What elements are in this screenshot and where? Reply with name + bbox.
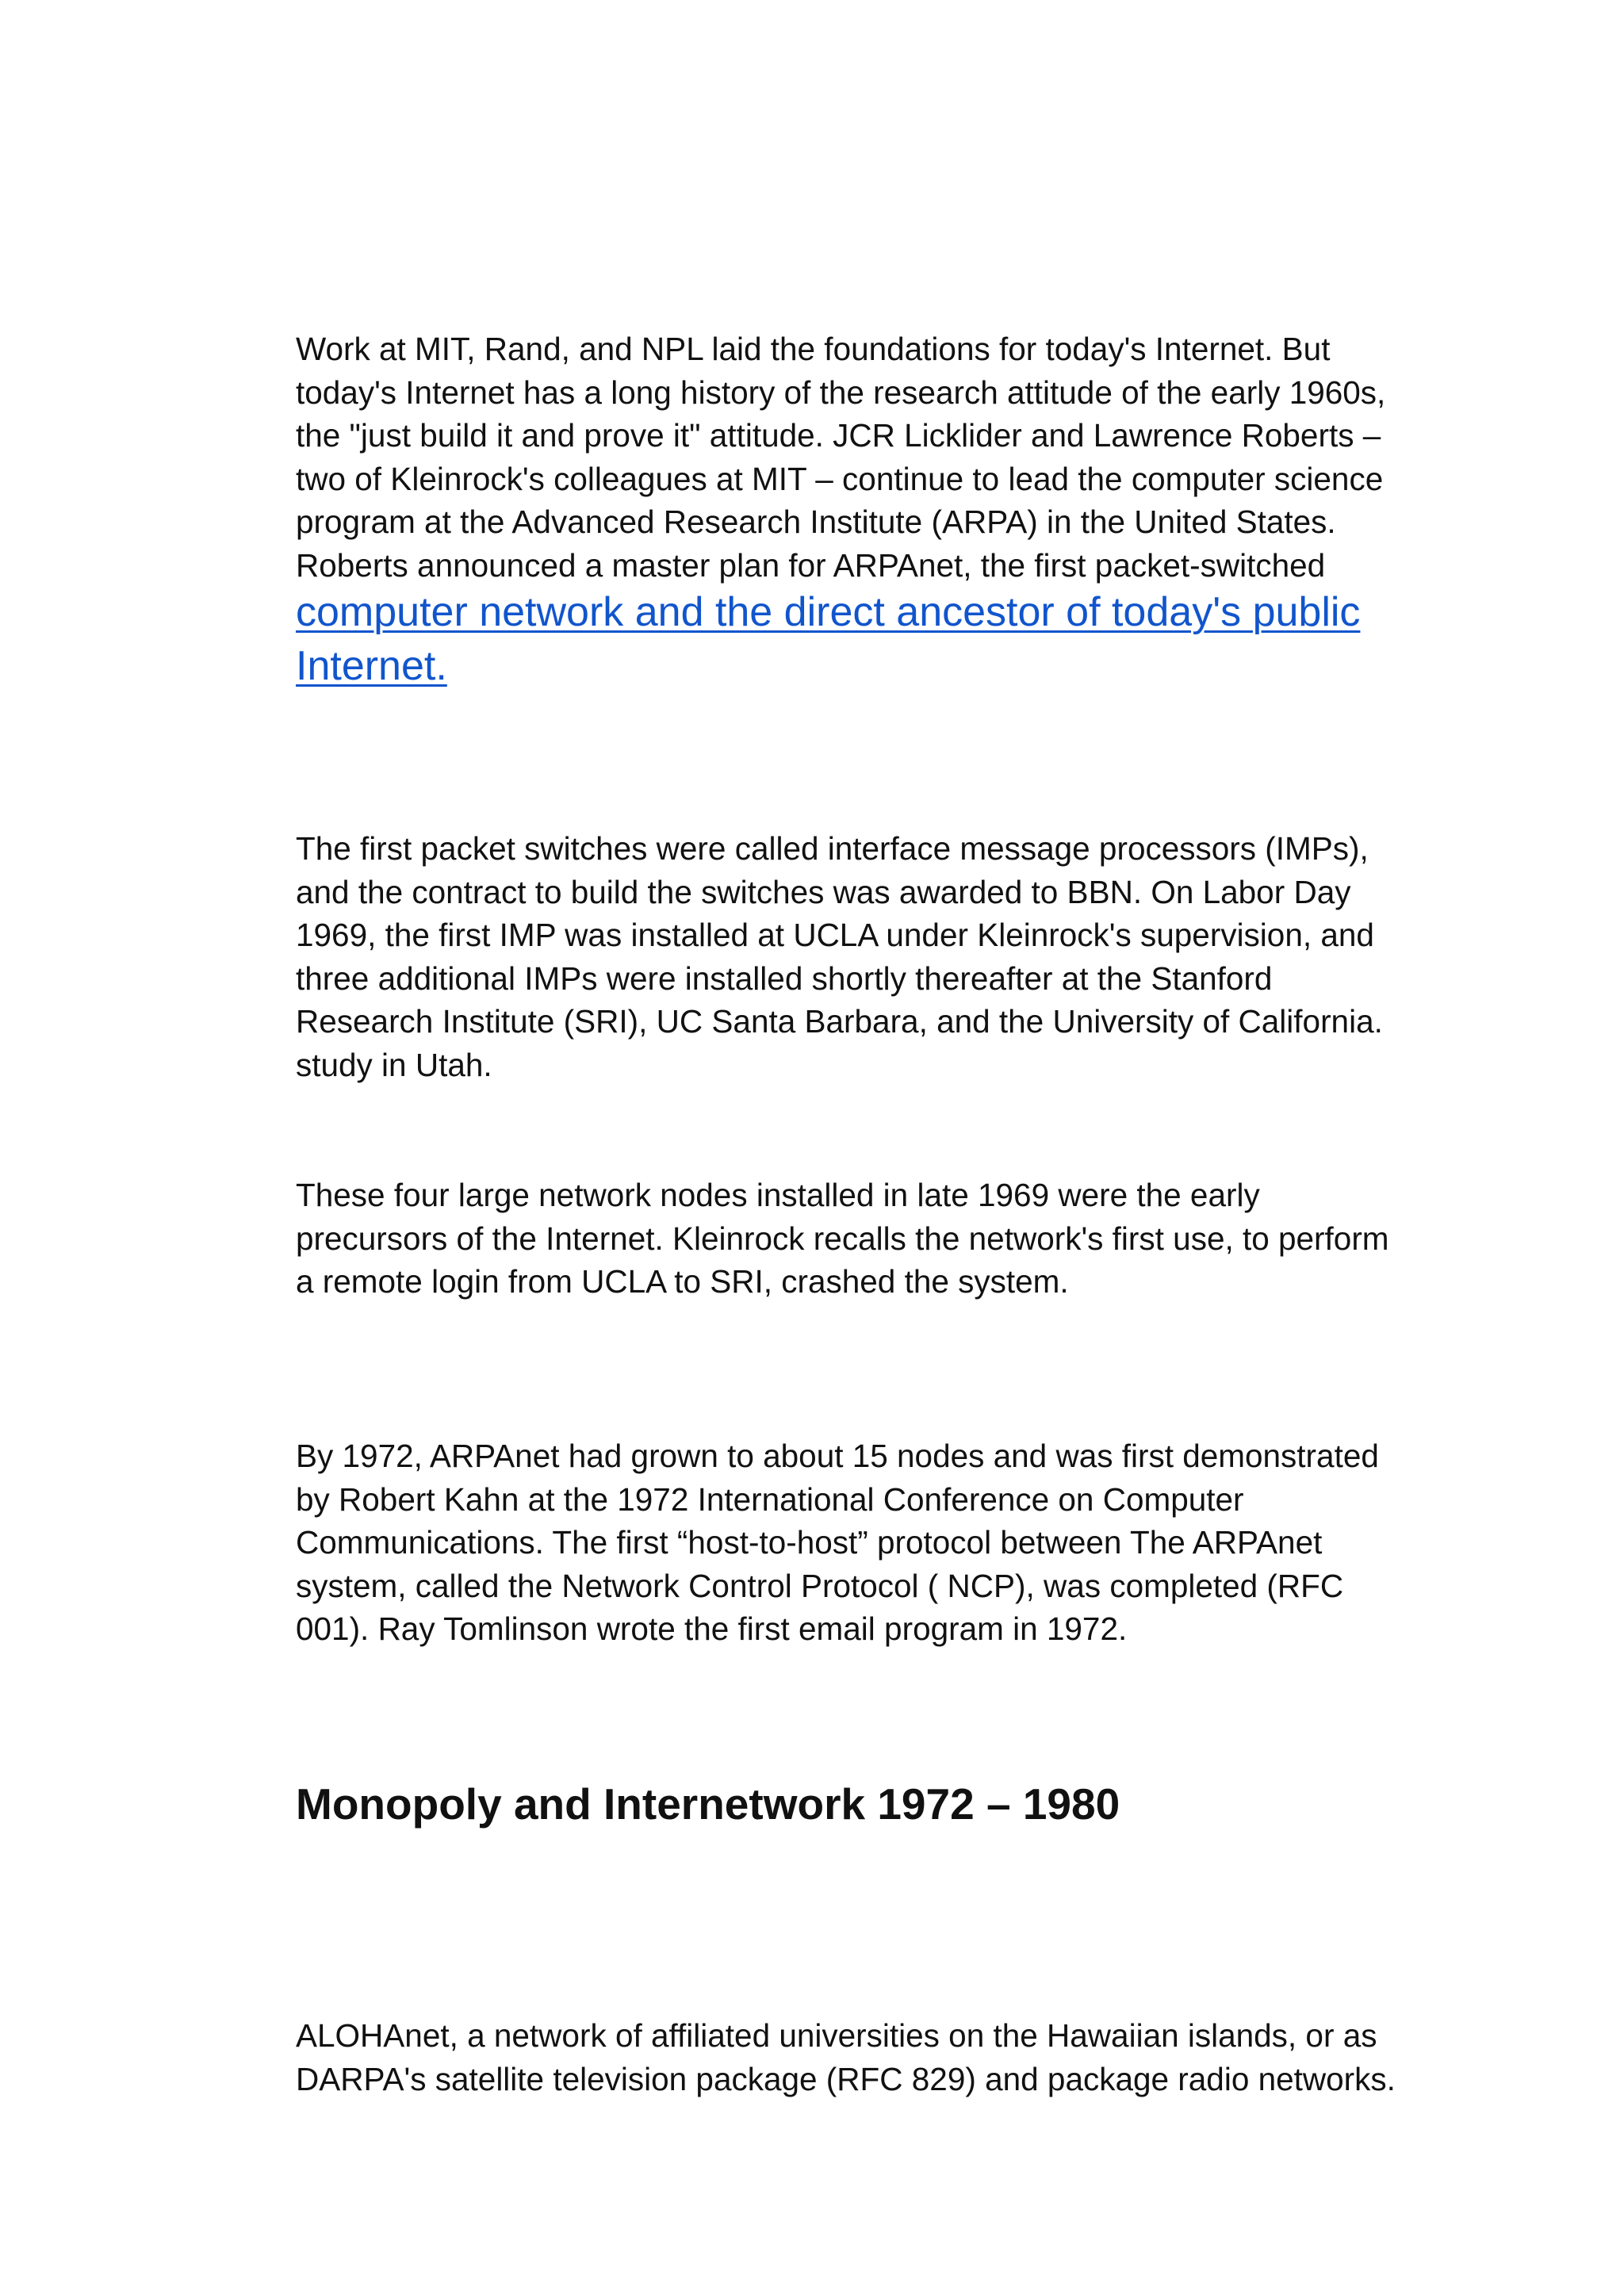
arpanet-link[interactable] xyxy=(296,585,1430,693)
text-line: 001). Ray Tomlinson wrote the first email program in 1972. xyxy=(296,1610,1128,1647)
link-text-line[interactable]: computer network and the direct ancestor of today's public xyxy=(296,589,1361,635)
text-line: The first packet switches were called interface message processors (IMPs), xyxy=(296,830,1369,867)
text-line: program at the Advanced Research Institute (ARPA) in the United States. xyxy=(296,504,1336,540)
text-line: These four large network nodes installed in late 1969 were the early xyxy=(296,1177,1260,1213)
text-line: study in Utah. xyxy=(296,1046,492,1083)
paragraph-four-nodes xyxy=(296,1174,1430,1304)
paragraph-1972-growth xyxy=(296,1434,1430,1651)
text-line: Roberts announced a master plan for ARPAnet, the first packet-switched xyxy=(296,546,1326,584)
text-line: By 1972, ARPAnet had grown to about 15 nodes and was first demonstrated xyxy=(296,1438,1379,1474)
text-line: the "just build it and prove it" attitude. JCR Licklider and Lawrence Roberts – xyxy=(296,417,1381,454)
paragraph-alohanet xyxy=(296,2014,1430,2101)
text-line: by Robert Kahn at the 1972 International Conference on Computer xyxy=(296,1480,1244,1518)
link-text-line[interactable]: Internet. xyxy=(296,643,447,689)
text-line: ALOHAnet, a network of affiliated universities on the Hawaiian islands, or as xyxy=(296,2017,1377,2054)
text-line: 1969, the first IMP was installed at UCLA under Kleinrock's supervision, and xyxy=(296,917,1374,953)
paragraph-arpanet-origins xyxy=(296,327,1430,587)
text-line: a remote login from UCLA to SRI, crashed the system. xyxy=(296,1263,1069,1300)
text-line: Communications. The first “host-to-host” protocol between The ARPAnet xyxy=(296,1524,1323,1561)
text-line: and the contract to build the switches was awarded to BBN. On Labor Day xyxy=(296,873,1351,910)
text-line: Work at MIT, Rand, and NPL laid the foundations for today's Internet. But xyxy=(296,331,1331,367)
text-line: three additional IMPs were installed shortly thereafter at the Stanford xyxy=(296,959,1273,997)
text-line: DARPA's satellite television package (RFC 829) and package radio networks. xyxy=(296,2060,1396,2097)
text-line: today's Internet has a long history of the research attitude of the early 1960s, xyxy=(296,373,1386,411)
text-line: system, called the Network Control Protocol ( NCP), was completed (RFC xyxy=(296,1567,1344,1604)
paragraph-imps xyxy=(296,827,1430,1086)
section-heading: Monopoly and Internetwork 1972 – 1980 xyxy=(296,1779,1120,1829)
text-line: Research Institute (SRI), UC Santa Barbara, and the University of California. xyxy=(296,1003,1383,1040)
text-line: precursors of the Internet. Kleinrock recalls the network's first use, to perform xyxy=(296,1220,1389,1257)
text-line: two of Kleinrock's colleagues at MIT – continue to lead the computer science xyxy=(296,460,1384,497)
